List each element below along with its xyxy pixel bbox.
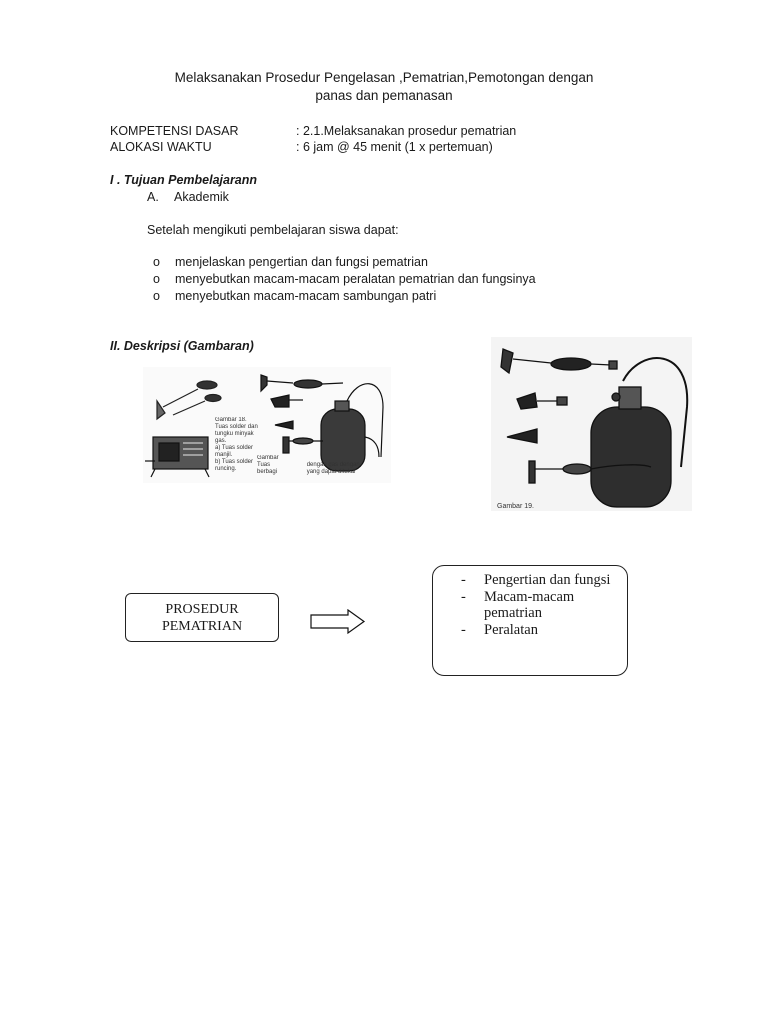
list-item: menjelaskan pengertian dan fungsi pematrian — [175, 255, 428, 269]
caption-line: runcing. — [215, 466, 237, 472]
caption-gambar-19: Gambar 19. — [497, 503, 534, 510]
list-item: menyebutkan macam-macam peralatan pematrian dan fungsinya — [175, 272, 536, 286]
sub-marker: A. — [147, 190, 159, 204]
item-text-continuation: pematrian — [484, 605, 542, 621]
soldering-tools-illustration — [143, 367, 391, 483]
item-text: Peralatan — [484, 621, 538, 638]
caption-line: Tuas — [257, 462, 271, 468]
box-line-1: PROSEDUR — [165, 601, 239, 617]
bullet-symbol: o — [153, 255, 160, 269]
caption-line: gas. — [215, 438, 227, 444]
dash: - — [461, 572, 466, 588]
alokasi-value: : 6 jam @ 45 menit (1 x pertemuan) — [296, 140, 493, 154]
caption-gambar: Gambar — [257, 455, 279, 461]
caption-line: yang dapat ditukar — [306, 469, 357, 475]
section-2-heading: II. Deskripsi (Gambaran) — [110, 339, 254, 353]
intro-text: Setelah mengikuti pembelajaran siswa dapat: — [147, 223, 399, 237]
box-line-2: PEMATRIAN — [161, 618, 243, 634]
arrow-right-icon — [310, 609, 366, 635]
document-title — [0, 69, 768, 105]
topic-list-box — [432, 565, 628, 676]
caption-line: Tuas solder dan — [215, 424, 258, 430]
list-item — [433, 572, 627, 589]
list-item: menyebutkan macam-macam sambungan patri — [175, 289, 437, 303]
gas-torch-illustration — [491, 337, 692, 511]
caption-line: tungku minyak — [215, 431, 254, 437]
dash: - — [461, 588, 466, 605]
list-item — [433, 622, 627, 639]
caption-gambar-18: Gambar 18. — [215, 417, 247, 423]
title-line-1: Melaksanakan Prosedur Pengelasan ,Pematrian,Pemotongan dengan — [174, 70, 594, 85]
kompetensi-value: : 2.1.Melaksanakan prosedur pematrian — [296, 124, 517, 138]
list-item — [433, 589, 627, 622]
section-1-heading: I . Tujuan Pembelajarann — [110, 173, 258, 187]
alokasi-label: ALOKASI WAKTU — [110, 140, 212, 154]
title-line-2: panas dan pemanasan — [315, 88, 453, 103]
item-text: Pengertian dan fungsi — [484, 572, 611, 588]
figure-gas-torch-large — [491, 337, 692, 511]
sub-label: Akademik — [174, 190, 229, 204]
caption-line: manjil. — [215, 452, 233, 458]
caption-line: b) Tuas solder — [215, 459, 254, 465]
dash: - — [461, 621, 466, 638]
figure-soldering-tools-small — [143, 367, 391, 483]
bullet-symbol: o — [153, 289, 160, 303]
kompetensi-label: KOMPETENSI DASAR — [110, 124, 239, 138]
bullet-symbol: o — [153, 272, 160, 286]
caption-line: berbagi — [257, 469, 278, 475]
prosedur-pematrian-box — [125, 593, 279, 642]
caption-line: dengan gas dengan — [306, 462, 360, 468]
caption-line: a) Tuas solder — [215, 445, 254, 451]
item-text: Macam-macam — [484, 588, 575, 605]
